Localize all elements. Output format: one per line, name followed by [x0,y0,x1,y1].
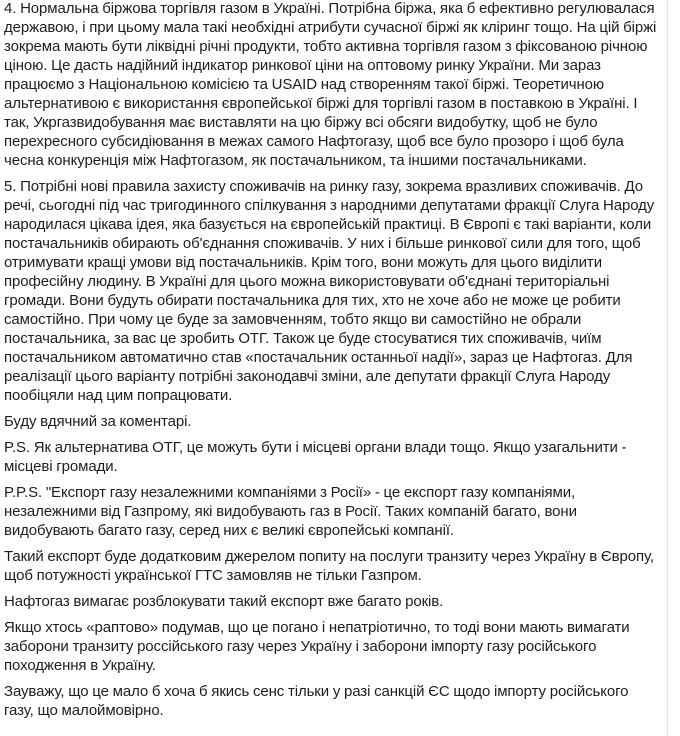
post-paragraph-sanctions-note: Зауважу, що це мало б хоча б якись сенс тільки у разі санкцій ЄС щодо імпорту російського газу, що малоймовірно. [4,683,629,719]
post-paragraph-comments-request: Буду вдячний за коментарі. [4,413,192,430]
post-paragraph-ban-argument: Якщо хтось «раптово» подумав, що це погано і непатріотично, то тоді вони мають вимагати заборони транзиту россійського газу через Україну і заборони імпорту газу російського походження в Україну. [4,619,630,674]
page-gutter [669,0,680,736]
post-paragraph-4-exchange-trading: 4. Нормальна біржова торгівля газом в Україні. Потрібна біржа, яка б ефективно регулювалася державою, і при цьому мала такі необхідні атрибути сучасної біржі як кліринг тощо. На цій біржі зокрема мають бути ліквідні річні продукти, тобто активна торгівля газом з фіксованою річною ціною. Це дасть надійний індикатор ринкової ціни на оптовому ринку України. Ми зараз працюємо з Національною комісією та USAID над створенням такої біржі. Теоретичною альтернативою є використання європейської біржі для торгівлі газом в поставкою в Україні. І так, Укргазвидобування має виставляти на цю біржу всі обсяги видобутку, щоб не було перехресного субсидіювання в межах самого Нафтогазу, щоб все було прозоро і щоб була чесна конкуренція між Нафтогазом, як постачальником, та іншими постачальниками. [4,0,657,169]
post-paragraph-5-consumer-protection: 5. Потрібні нові правила захисту споживачів на ринку газу, зокрема вразливих споживачів. До речі, сьогодні під час тригодинного спілкування з народними депутатами фракції Слуга Народу народилася цікава ідея, яка базується на європейській практиці. В Європі є такі варіанти, коли постачальників обирають об'єднання споживачів. У них і більше ринкової сили для того, щоб отримувати кращі умови від постачальників. Крім того, вони можуть для цього виділити професійну людину. В Україні для цього можна використовувати об'єднані територіальні громади. Вони будуть обирати постачальника для тих, хто не хоче або не може це робити самостійно. При чому це буде за замовченням, тобто якщо ви самостійно не обрали постачальника, за вас це зробить ОТГ. Також це буде стосуватися тих споживачів, чиїм постачальником автоматично став «постачальник останньої надії», зараз це Нафтогаз. Для реалізації цього варіанту потрібні законодавчі зміни, але депутати фракції Слуга Народу пообіцяли над цим попрацювати. [4,178,655,404]
post-paragraph-pps: P.P.S. "Експорт газу незалежними компаніями з Росії» - це експорт газу компаніями, незалежними від Газпрому, які видобувають газ в Росії. Таких компаній багато, вони видобувають багато газу, серед них є великі європейські компанії. [4,484,577,539]
post-paragraph-ps: P.S. Як альтернатива ОТГ, це можуть бути і місцеві органи влади тощо. Якщо узагальнити - місцеві громади. [4,439,627,475]
post-paragraph-naftogaz-demand: Нафтогаз вимагає розблокувати такий експорт вже багато років. [4,593,444,610]
post-paragraph-transit-demand: Такий експорт буде додатковим джерелом попиту на послуги транзиту через Україну в Європу, щоб потужності української ГТС замовляв не тільки Газпром. [4,548,654,584]
